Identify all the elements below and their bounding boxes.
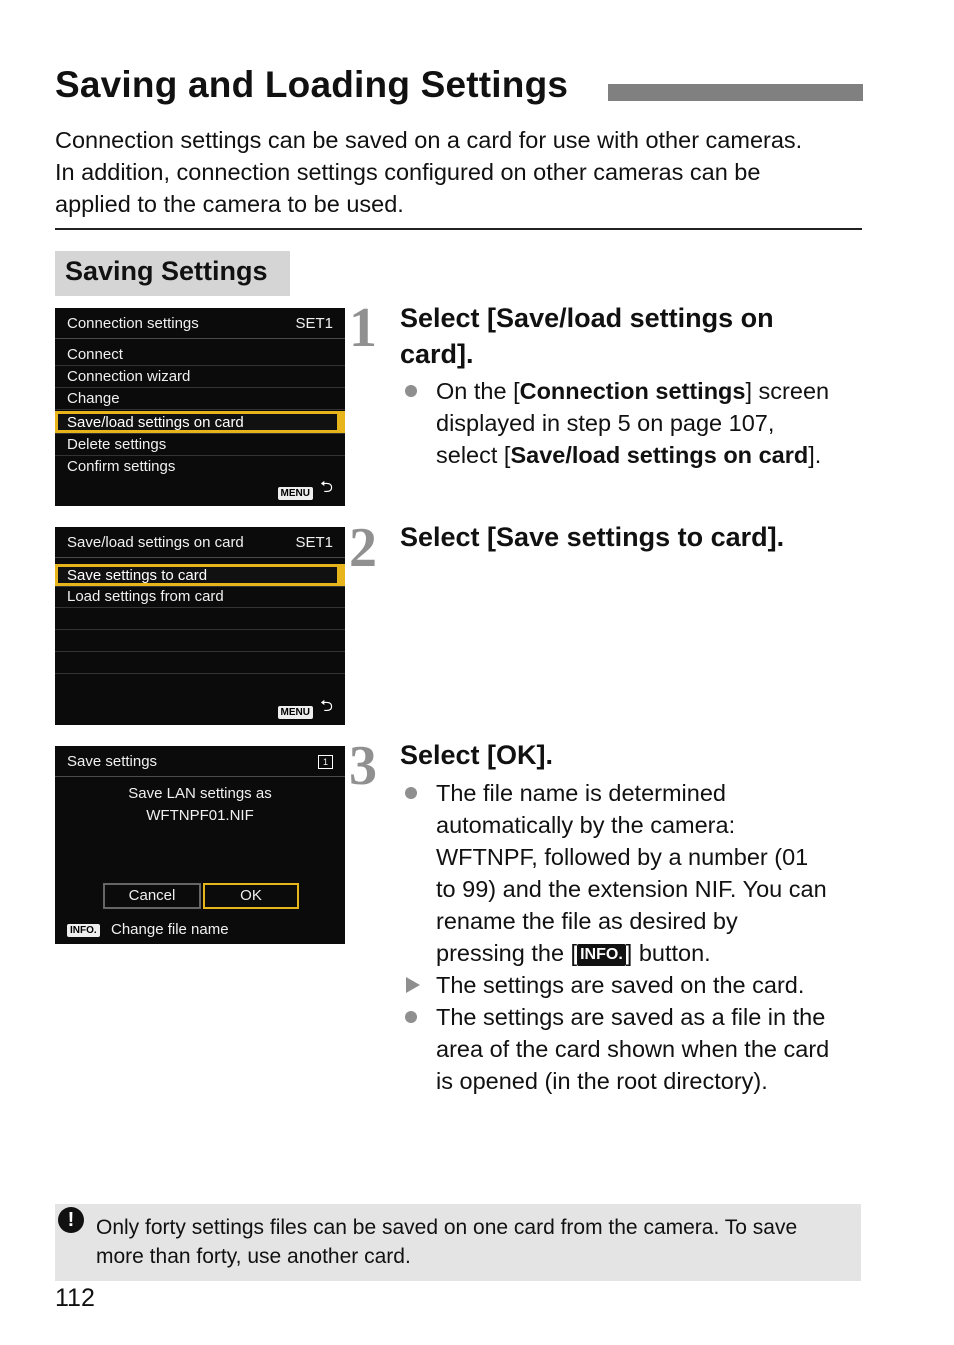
- dialog-filename: WFTNPF01.NIF: [146, 807, 254, 824]
- menu-item[interactable]: [55, 388, 345, 410]
- menu-item-label: Save settings to card: [67, 567, 208, 584]
- bullet-item: The settings are saved as a file in the area of the card shown when the card is opened (in the root directory).: [405, 1001, 875, 1097]
- bullet-dot-icon: [405, 787, 417, 799]
- menu-item-label: Load settings from card: [67, 588, 224, 605]
- menu-item-label: Connect: [67, 346, 123, 363]
- screen-footer: [55, 480, 345, 506]
- bullet-item: The file name is determined automatically by the camera: WFTNPF, followed by a number (01 to 99) and the extension NIF. You can rename the file as desired by pressing the [ INFO. ] button.: [405, 777, 875, 969]
- screen-footer: [55, 699, 345, 725]
- info-hint: Change file name: [111, 921, 229, 938]
- step-heading: [400, 737, 553, 773]
- step-heading-line: Select [Save/load settings on: [400, 303, 774, 333]
- step-number: 2: [349, 517, 377, 579]
- step-heading: [400, 519, 784, 555]
- menu-item-selected[interactable]: [55, 411, 345, 434]
- return-icon: ⮌: [320, 479, 333, 496]
- cancel-button[interactable]: Cancel: [103, 883, 201, 909]
- section-heading: Saving Settings: [65, 256, 268, 286]
- section-heading-box: [55, 251, 290, 296]
- ok-button[interactable]: OK: [203, 883, 299, 909]
- screen-title: Save/load settings on card: [67, 534, 244, 551]
- camera-screen-connection-settings: [55, 308, 345, 506]
- bullet-item: On the [Connection settings] screen displayed in step 5 on page 107, select [Save/load settings on card].: [405, 375, 875, 471]
- screen-title: Save settings: [67, 753, 158, 770]
- menu-item-label: Save/load settings on card: [67, 414, 244, 431]
- step-bullets: [405, 375, 875, 471]
- menu-item[interactable]: [55, 456, 345, 477]
- step-number: 1: [349, 297, 377, 359]
- camera-screen-save-settings: [55, 746, 345, 944]
- screen-header: [55, 527, 345, 558]
- menu-item-empty: [55, 608, 345, 630]
- screen-header: [55, 308, 345, 339]
- menu-item-empty: [55, 630, 345, 652]
- step-bullets: [405, 777, 875, 1097]
- page-number: 112: [55, 1284, 95, 1312]
- menu-item-empty: [55, 652, 345, 674]
- menu-item[interactable]: [55, 344, 345, 366]
- title-decoration-bar: [608, 84, 863, 101]
- caution-note: [55, 1204, 861, 1281]
- screen-title: Connection settings: [67, 315, 199, 332]
- menu-item[interactable]: [55, 366, 345, 388]
- step-heading: [400, 300, 774, 372]
- step-heading-line: Select [OK].: [400, 740, 554, 770]
- intro-line: Connection settings can be saved on a card for use with other cameras.: [55, 127, 803, 153]
- divider: [55, 228, 862, 230]
- intro-paragraph: [55, 124, 875, 220]
- caution-text: Only forty settings files can be saved on one card from the camera. To save more than forty, use another card.: [96, 1216, 798, 1268]
- menu-item-label: Delete settings: [67, 436, 167, 453]
- result-item: The settings are saved on the card.: [405, 969, 875, 1001]
- step-number: 3: [349, 735, 377, 797]
- step-heading-line: card].: [400, 339, 474, 369]
- menu-item-empty: [55, 674, 345, 695]
- menu-button-icon: MENU: [278, 706, 313, 719]
- step-heading-line: Select [Save settings to card].: [400, 522, 785, 552]
- caution-icon: !: [58, 1207, 84, 1233]
- menu-item-label: Confirm settings: [67, 458, 176, 475]
- menu-item-selected[interactable]: [55, 564, 345, 587]
- dialog-message: Save LAN settings as: [128, 785, 272, 802]
- screen-header: [55, 746, 345, 777]
- menu-item-label: Change: [67, 390, 120, 407]
- camera-screen-save-load: [55, 527, 345, 725]
- card-slot-icon: 1: [318, 755, 333, 769]
- info-button-icon: INFO.: [67, 924, 100, 937]
- bullet-dot-icon: [405, 1011, 417, 1023]
- info-button-icon: INFO.: [577, 944, 626, 966]
- page-title: Saving and Loading Settings: [55, 64, 569, 105]
- intro-line: applied to the camera to be used.: [55, 191, 404, 217]
- result-arrow-icon: [406, 977, 420, 993]
- menu-item[interactable]: [55, 586, 345, 608]
- intro-line: In addition, connection settings configured on other cameras can be: [55, 159, 761, 185]
- menu-button-icon: MENU: [278, 487, 313, 500]
- bullet-dot-icon: [405, 385, 417, 397]
- return-icon: ⮌: [320, 698, 333, 715]
- screen-tab-tag: SET1: [295, 534, 333, 551]
- menu-item[interactable]: [55, 434, 345, 456]
- menu-item-label: Connection wizard: [67, 368, 191, 385]
- screen-tab-tag: SET1: [295, 315, 333, 332]
